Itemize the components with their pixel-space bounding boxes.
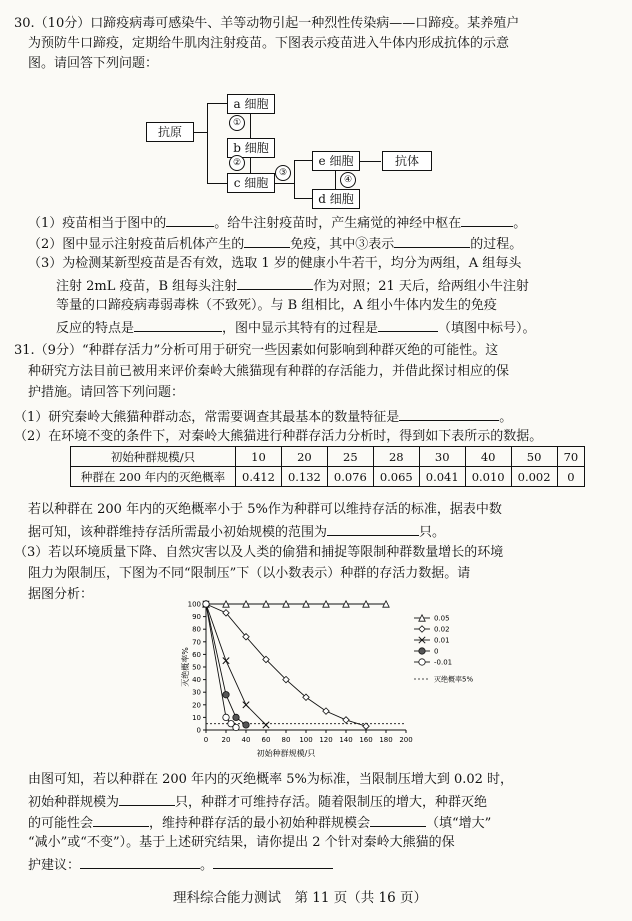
legend-label: 0.05 <box>434 614 450 623</box>
q30-intro-line3: 图。请回答下列问题： <box>28 56 159 71</box>
series-line-1 <box>206 604 366 726</box>
table-row <box>71 467 585 487</box>
q30-sub1 <box>28 212 604 234</box>
legend-label: -0.01 <box>434 658 453 667</box>
arrow-down <box>250 113 251 139</box>
q30-sub3-text-e: 反应的特点是 <box>56 321 135 336</box>
data-point-3 <box>243 722 249 728</box>
table-cell: 0 <box>557 467 585 487</box>
connector <box>294 198 312 199</box>
x-tick-label: 0 <box>203 736 209 744</box>
step-2-label: ② <box>229 155 245 171</box>
q30-sub3-text-b: 注射 2mL 疫苗，B 组每头注射 <box>56 279 238 294</box>
y-tick-label: 20 <box>192 701 201 710</box>
data-point-4 <box>233 724 239 730</box>
table-cell: 0.065 <box>373 467 419 487</box>
x-tick-label: 20 <box>221 736 231 744</box>
page-footer: 理科综合能力测试 第 11 页（共 16 页） <box>172 890 428 906</box>
table-row <box>71 447 585 467</box>
q30-sub3-line3: 等量的口蹄疫病毒弱毒株（不致死）。与 B 组相比，A 组小牛体内发生的免疫 <box>56 298 497 313</box>
table-cell: 30 <box>419 447 465 467</box>
legend-marker <box>419 648 425 654</box>
x-axis-label: 初始种群规模/只 <box>256 749 316 758</box>
antibody-box: 抗体 <box>382 151 432 171</box>
table-cell: 10 <box>236 447 282 467</box>
legend-marker <box>419 626 425 632</box>
x-tick-label: 60 <box>261 736 271 744</box>
connector <box>193 132 207 133</box>
connector <box>207 103 208 183</box>
table-cell: 0.041 <box>419 467 465 487</box>
q30-sub3-line4 <box>56 317 632 339</box>
connector <box>207 103 227 104</box>
arrow-down <box>250 157 251 174</box>
answer-blank[interactable] <box>166 212 214 227</box>
x-tick-label: 160 <box>359 736 373 744</box>
answer-blank[interactable] <box>461 212 513 227</box>
x-tick-label: 80 <box>281 736 291 744</box>
table-cell: 50 <box>511 447 557 467</box>
q31-sub3-text-g: 的可能性会 <box>28 816 94 831</box>
data-point-3 <box>223 692 229 698</box>
q30-sub3-text-c: 作为对照；21 天后，给两组小牛注射 <box>313 279 529 294</box>
q31-sub3-text-i: （填“增大” <box>426 816 492 831</box>
q31-intro-line3: 护措施。请回答下列问题： <box>28 385 185 400</box>
step-1-label: ① <box>229 115 245 131</box>
y-tick-label: 70 <box>192 638 201 647</box>
answer-blank[interactable] <box>244 233 290 248</box>
answer-blank[interactable] <box>93 812 149 827</box>
q30-sub3-text-g: （填图中标号）。 <box>438 321 536 336</box>
table-cell: 70 <box>557 447 585 467</box>
answer-blank[interactable] <box>237 275 313 290</box>
q31-sub3-text-e: 初始种群规模为 <box>28 795 120 810</box>
q31-sub3-line4: 由图可知，若以种群在 200 年内的灭绝概率 5%为标准，当限制压增大到 0.02 时， <box>28 772 514 787</box>
q30-intro-line1: 30.（10分）口蹄疫病毒可感染牛、羊等动物引起一种烈性传染病——口蹄疫。某养殖户 <box>14 16 520 31</box>
q31-sub1 <box>14 406 590 428</box>
table-header-cell: 种群在 200 年内的灭绝概率 <box>71 467 236 487</box>
y-tick-label: 10 <box>192 713 201 722</box>
table-cell: 25 <box>327 447 373 467</box>
x-tick-label: 140 <box>339 736 353 744</box>
y-tick-label: 40 <box>192 676 201 685</box>
cell-b-box: b 细胞 <box>227 138 275 158</box>
answer-blank[interactable] <box>370 812 426 827</box>
q31-sub3-line2: 阻力为限制压，下图为不同“限制压”下（以小数表示）种群的存活力数据。请 <box>28 566 471 581</box>
q30-sub2-text-c: 的过程。 <box>470 237 523 252</box>
table-cell: 0.132 <box>281 467 327 487</box>
data-point-1 <box>323 708 329 714</box>
answer-blank[interactable] <box>327 521 419 536</box>
y-tick-label: 100 <box>187 600 201 609</box>
q31-sub2-line2: 若以种群在 200 年内的灭绝概率小于 5%作为种群可以维持存活的标准，据表中数 <box>28 502 502 517</box>
q31-sub3-line6 <box>28 812 604 834</box>
step-4-label: ④ <box>340 172 356 188</box>
q31-sub3-line8 <box>28 854 604 876</box>
q31-sub2-text-d: 只。 <box>419 525 446 540</box>
connector <box>294 160 312 161</box>
q31-sub3-line5 <box>28 791 604 813</box>
q31-sub1-end: 。 <box>499 410 513 425</box>
immune-flow-diagram <box>0 0 600 220</box>
table-cell: 20 <box>281 447 327 467</box>
antigen-box: 抗原 <box>146 122 194 142</box>
y-tick-label: 80 <box>192 625 201 634</box>
q31-sub2: （2）在环境不变的条件下，对秦岭大熊猫进行种群存活力分析时，得到如下表所示的数据。 <box>14 429 543 444</box>
answer-blank[interactable] <box>378 317 438 332</box>
table-cell: 0.002 <box>511 467 557 487</box>
y-tick-label: 0 <box>196 726 201 735</box>
y-tick-label: 90 <box>192 613 201 622</box>
q31-intro-line1: 31.（9分）“种群存活力”分析可用于研究一些因素如何影响到种群灭绝的可能性。这 <box>14 343 499 358</box>
x-tick-label: 180 <box>379 736 393 744</box>
answer-blank[interactable] <box>80 854 200 869</box>
connector <box>274 183 294 184</box>
cell-d-box: d 细胞 <box>312 189 360 209</box>
answer-blank[interactable] <box>399 406 499 421</box>
q30-sub1-text-a: （1）疫苗相当于图中的 <box>28 216 167 231</box>
q31-sub3-text-l: 。 <box>200 858 214 873</box>
data-point-4 <box>203 601 209 607</box>
y-tick-label: 50 <box>192 663 201 672</box>
table-cell: 0.010 <box>465 467 511 487</box>
cell-a-box: a 细胞 <box>227 94 275 114</box>
q31-sub2-text-c: 据可知，该种群维持存活所需最小初始规模的范围为 <box>28 525 328 540</box>
legend-label: 0.01 <box>434 636 450 645</box>
y-axis-label: 灭绝概率% <box>181 647 190 687</box>
q30-sub2-text-b: 免疫，其中③表示 <box>290 237 395 252</box>
connector <box>294 160 295 198</box>
q30-sub3-text-f: ，图中显示其特有的过程是 <box>222 321 379 336</box>
q31-sub3-text-h: ，维持种群存活的最小初始种群规模会 <box>149 816 371 831</box>
q31-sub3-text-f: 只，种群才可维持存活。随着限制压的增大，种群灭绝 <box>175 795 488 810</box>
legend-label: 0.02 <box>434 625 450 634</box>
table-cell: 40 <box>465 447 511 467</box>
q30-sub2-text-a: （2）图中显示注射疫苗后机体产生的 <box>28 237 245 252</box>
survival-chart <box>170 596 474 762</box>
data-point-1 <box>343 717 349 723</box>
legend-label: 0 <box>434 647 439 656</box>
q30-sub1-text-b: 。给牛注射疫苗时，产生痛觉的神经中枢在 <box>214 216 462 231</box>
q30-sub3-line1: （3）为检测某新型疫苗是否有效，选取 1 岁的健康小牛若干，均分为两组，A 组每头 <box>28 256 522 271</box>
answer-blank[interactable] <box>119 791 175 806</box>
q31-sub3-text-k: 护建议： <box>28 858 81 873</box>
x-tick-label: 200 <box>399 736 413 744</box>
table-header-cell: 初始种群规模/只 <box>71 447 236 467</box>
answer-blank[interactable] <box>213 854 333 869</box>
y-tick-label: 30 <box>192 688 201 697</box>
x-tick-label: 120 <box>319 736 333 744</box>
cell-e-box: e 细胞 <box>312 151 360 171</box>
q31-sub1-text: （1）研究秦岭大熊猫种群动态，常需要调查其最基本的数量特征是 <box>14 410 400 425</box>
q30-sub3-line2 <box>56 275 632 297</box>
series-line-2 <box>206 604 266 725</box>
legend-marker <box>419 659 425 665</box>
x-tick-label: 100 <box>299 736 313 744</box>
legend-threshold-label: 灭绝概率5% <box>434 675 474 684</box>
q31-sub3-line3: 据图分析： <box>28 587 94 602</box>
data-point-4 <box>223 714 229 720</box>
table-cell: 0.076 <box>327 467 373 487</box>
step-3-label: ③ <box>275 165 291 181</box>
q31-sub3-line7: “减小”或“不变”）。基于上述研究结果，请你提出 2 个针对秦岭大熊猫的保 <box>28 835 455 850</box>
x-tick-label: 40 <box>241 736 251 744</box>
table-cell: 0.412 <box>236 467 282 487</box>
q30-intro-line2: 为预防牛口蹄疫，定期给牛肌肉注射疫苗。下图表示疫苗进入牛体内形成抗体的示意 <box>28 36 510 51</box>
extinction-table <box>70 446 585 487</box>
table-cell: 28 <box>373 447 419 467</box>
q31-intro-line2: 种研究方法目前已被用来评价秦岭大熊猫现有种群的存活能力，并借此探讨相应的保 <box>28 364 510 379</box>
connector <box>207 183 227 184</box>
answer-blank[interactable] <box>394 233 470 248</box>
q30-sub1-text-c: 。 <box>513 216 527 231</box>
arrow-right <box>359 161 381 162</box>
answer-blank[interactable] <box>134 317 222 332</box>
q31-sub3-line1: （3）若以环境质量下降、自然灾害以及人类的偷猎和捕捉等限制种群数量增长的环境 <box>14 545 504 560</box>
arrow-up <box>335 170 336 189</box>
cell-c-box: c 细胞 <box>227 173 275 193</box>
y-tick-label: 60 <box>192 650 201 659</box>
data-point-3 <box>233 714 239 720</box>
q30-sub2 <box>28 233 604 255</box>
q31-sub2-line3 <box>28 521 604 543</box>
